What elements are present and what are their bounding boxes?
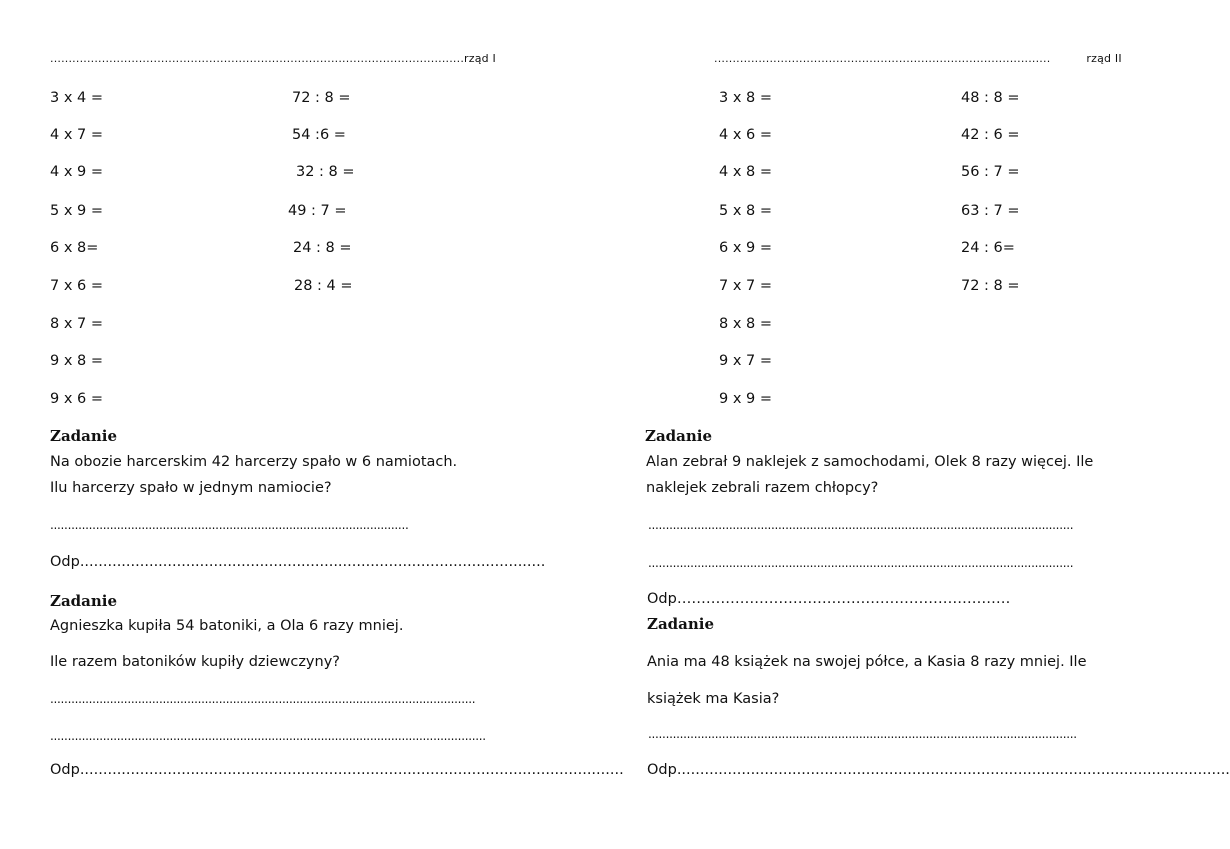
equation: 8 x 7 = xyxy=(50,316,104,332)
equation: 54 :6 = xyxy=(292,127,346,143)
task-title: Zadanie xyxy=(645,427,713,445)
equation: 4 x 7 = xyxy=(50,127,104,143)
answer-line: ......................................................................................................................... xyxy=(648,556,1074,570)
worksheet-row-2 xyxy=(600,0,1230,849)
equation: 7 x 7 = xyxy=(719,278,773,294)
equation: 56 : 7 = xyxy=(961,164,1020,180)
header-row-2 xyxy=(714,52,1122,65)
answer-line: .......................................................................................................................... xyxy=(648,727,1077,741)
answer-odp: Odp...................................................................................................................... xyxy=(50,762,624,778)
name-line: ........................................................................................... xyxy=(714,52,1051,65)
equation: 9 x 9 = xyxy=(719,391,773,407)
equation: 42 : 6 = xyxy=(961,127,1020,143)
answer-odp: Odp…………………………………………………………… xyxy=(647,591,1011,607)
answer-odp: Odp........................................................................................................................ xyxy=(647,762,1230,778)
equation: 7 x 6 = xyxy=(50,278,104,294)
equation: 72 : 8 = xyxy=(292,90,351,106)
equation: 6 x 8= xyxy=(50,240,99,256)
row-label: rząd II xyxy=(1086,52,1122,65)
equation: 4 x 9 = xyxy=(50,164,104,180)
equation: 9 x 6 = xyxy=(50,391,104,407)
equation: 5 x 9 = xyxy=(50,203,104,219)
header-row-1 xyxy=(50,52,496,65)
equation: 63 : 7 = xyxy=(961,203,1020,219)
equation: 24 : 8 = xyxy=(293,240,352,256)
answer-odp: Odp..................................................................................................... xyxy=(50,554,546,570)
task-text: książek ma Kasia? xyxy=(647,691,780,707)
answer-line: ............................................................................................................................ xyxy=(50,729,486,743)
equation: 24 : 6= xyxy=(961,240,1015,256)
task-text: naklejek zebrali razem chłopcy? xyxy=(646,480,879,496)
equation: 28 : 4 = xyxy=(294,278,353,294)
equation: 6 x 9 = xyxy=(719,240,773,256)
equation: 9 x 8 = xyxy=(50,353,104,369)
equation: 9 x 7 = xyxy=(719,353,773,369)
answer-line: ...................................................................................................... xyxy=(50,518,409,532)
row-label: rząd I xyxy=(464,52,496,65)
task-text: Agnieszka kupiła 54 batoniki, a Ola 6 razy mniej. xyxy=(50,618,404,634)
equation: 4 x 6 = xyxy=(719,127,773,143)
task-title: Zadanie xyxy=(50,427,118,445)
equation: 3 x 8 = xyxy=(719,90,773,106)
task-text: Na obozie harcerskim 42 harcerzy spało w 6 namiotach. xyxy=(50,454,458,470)
equation: 72 : 8 = xyxy=(961,278,1020,294)
task-title: Zadanie xyxy=(647,615,715,633)
answer-line: ......................................................................................................................... xyxy=(50,692,476,706)
equation: 5 x 8 = xyxy=(719,203,773,219)
task-text: Ile razem batoników kupiły dziewczyny? xyxy=(50,654,340,670)
answer-line: ......................................................................................................................... xyxy=(648,518,1074,532)
equation: 32 : 8 = xyxy=(296,164,355,180)
equation: 4 x 8 = xyxy=(719,164,773,180)
task-text: Ilu harcerzy spało w jednym namiocie? xyxy=(50,480,332,496)
equation: 8 x 8 = xyxy=(719,316,773,332)
equation: 49 : 7 = xyxy=(288,203,347,219)
equation: 48 : 8 = xyxy=(961,90,1020,106)
name-line: ................................................................................................................ xyxy=(50,52,465,65)
task-title: Zadanie xyxy=(50,592,118,610)
task-text: Ania ma 48 książek na swojej półce, a Kasia 8 razy mniej. Ile xyxy=(647,654,1087,670)
task-text: Alan zebrał 9 naklejek z samochodami, Olek 8 razy więcej. Ile xyxy=(646,454,1094,470)
equation: 3 x 4 = xyxy=(50,90,104,106)
